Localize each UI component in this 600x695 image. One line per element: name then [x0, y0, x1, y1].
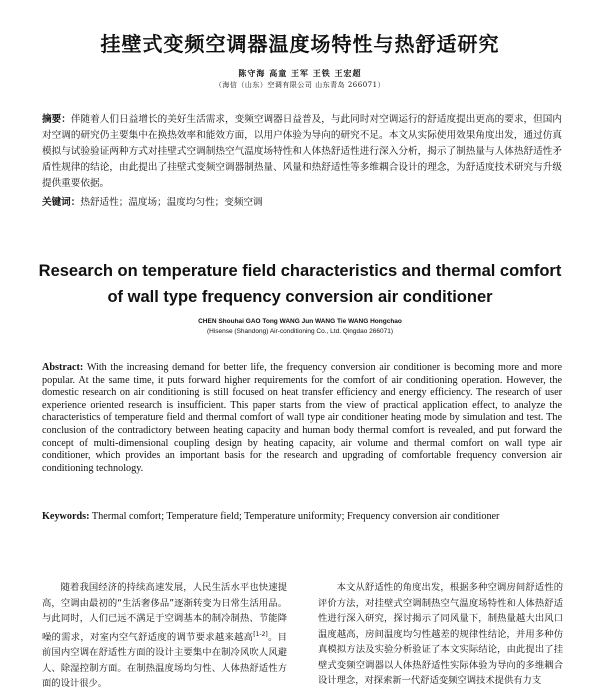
english-abstract	[42, 362, 562, 475]
chinese-abstract	[42, 112, 562, 192]
chinese-abstract-label: 摘要：	[42, 114, 71, 125]
english-keywords	[42, 510, 562, 523]
chinese-keywords	[42, 196, 562, 210]
body-left-column	[42, 580, 287, 692]
english-affiliation: (Hisense (Shandong) Air-conditioning Co., Ltd. Qingdao 266071)	[206, 328, 394, 335]
citation-ref: [1-2]	[253, 630, 268, 638]
english-keywords-text: Thermal comfort; Temperature field; Temperature uniformity; Frequency conversion air conditioner	[91, 511, 500, 522]
body-left-text-b: 。目前国内空调在舒适性方面的设计主要集中在制冷风吹人风避人、除湿控制方面。在制热温度场均匀性、人体热舒适性方面的设计很少。	[42, 631, 287, 690]
english-authors: CHEN Shouhai GAO Tong WANG Jun WANG Tie WANG Hongchao	[198, 318, 402, 325]
english-abstract-label: Abstract:	[42, 362, 84, 373]
chinese-authors: 陈守海 高童 王军 王铁 王宏超	[238, 68, 362, 78]
english-keywords-label: Keywords:	[42, 511, 90, 522]
body-right-column: 本文从舒适性的角度出发，根据多种空调房间舒适性的评价方法，对挂壁式空调制热空气温度场特性和人体热舒适性进行深入研究，探讨揭示了同风量下，制热量越大出风口温度越高，房间温度均匀性越差的规律性结论，并用多种仿真模拟方法及实验分析验证了本文实际结论，由此提出了挂壁式变频空调器以人体热舒适性实际体验为导向的多维耦合设计理念，对探索新一代舒适变频空调技术提供有力支	[318, 582, 563, 686]
chinese-keywords-text: 热舒适性；温度场；温度均匀性；变频空调	[80, 197, 263, 208]
chinese-affiliation: （海信（山东）空调有限公司 山东青岛 266071）	[214, 81, 386, 89]
body-left-text-a: 随着我国经济的持续高速发展，人民生活水平也快速提高，空调由最初的“生活奢侈品”逐渐转变为日常生活用品。与此同时，人们已远不满足于空调基本的制冷制热、节能降噪的需求，对室内空气舒适度的调节要求越来越高	[42, 582, 287, 643]
english-abstract-text: With the increasing demand for better life, the frequency conversion air conditioner is becoming more and more popular. At the same time, it puts forward higher requirements for the comfort of air conditioning operation. However, the domestic research on air conditioning is still focused on heat transfer efficiency and energy efficiency. The research of user experience oriented research is insufficient. This paper starts from the view of practical application effect, to analyze the characteristics of temperature field and thermal comfort of wall type air conditioner heating mode by simulation and test. The conclusion of the contradictory between heating capacity and human body thermal comfort is revealed, and put forward the concept of multi-dimensional coupling design by heating capacity, air volume and thermal comfort on wall type air conditioner, which provides an important basis for the research and upgrading of comfortable frequency conversion air conditioning technology.	[42, 362, 562, 474]
english-title: Research on temperature field characteristics and thermal comfort of wall type frequency conversion air conditioner	[38, 262, 562, 306]
chinese-abstract-text: 伴随着人们日益增长的美好生活需求，变频空调器日益普及，与此同时对空调运行的舒适度提出更高的要求，但国内对空调的研究仍主要集中在换热效率和能效方面，以用户体验为导向的研究不足。本文从实际使用效果角度出发，通过仿真模拟与试验验证两种方式对挂壁式空调制热空气温度场特性和人体热舒适性进行深入分析，揭示了制热量与人体热舒适性矛盾性规律的结论，由此提出了挂壁式变频空调器制热量、风量和热舒适性等多维耦合设计的理念，为舒适度技术研究与升级提供重要依据。	[42, 114, 563, 189]
chinese-title: 挂壁式变频空调器温度场特性与热舒适研究	[100, 32, 500, 56]
chinese-keywords-label: 关键词：	[42, 197, 81, 208]
